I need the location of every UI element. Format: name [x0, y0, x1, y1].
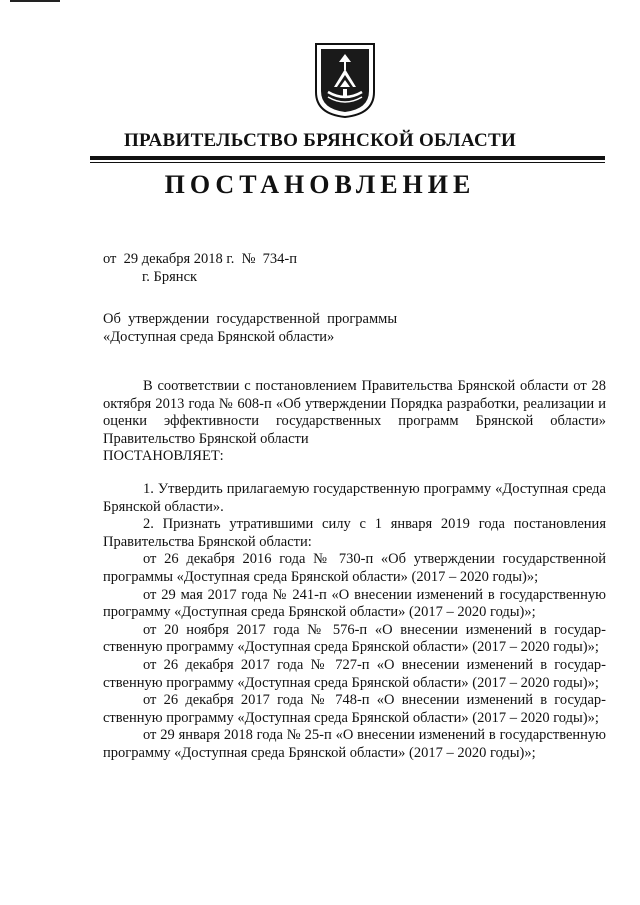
document-body: [103, 378, 606, 762]
government-title: ПРАВИТЕЛЬСТВО БРЯНСКОЙ ОБЛАСТИ: [123, 130, 517, 151]
header-rule-thick: [90, 156, 605, 160]
subject-line-1: Об утверждении государственной программы: [103, 311, 398, 327]
resolves-heading: ПОСТАНОВЛЯЕТ:: [103, 448, 224, 465]
preamble-paragraph: В соответствии с постановлением Правительства Брянской области от 28 октября 2013 года № 608-п «Об утверждении Порядка разработки, реализации и оценки эффективности государственных программ Брянской области» Правительство Брянской области: [103, 378, 606, 447]
document-date-number: от 29 декабря 2018 г. № 734-п: [103, 251, 298, 267]
clause-2: 2. Признать утратившими силу с 1 января 2019 года постановления Правительства Брянской области:: [103, 516, 606, 550]
coat-of-arms-icon: [314, 42, 376, 119]
coat-of-arms-emblem: [314, 42, 376, 119]
subject-line-2: «Доступная среда Брянской области»: [103, 329, 335, 345]
repealed-item: от 26 декабря 2017 года № 727-п «О внесении изменений в государственную программу «Доступная среда Брянской области» (2017 – 2020 годы)»;: [103, 656, 606, 691]
repealed-item: от 26 декабря 2017 года № 748-п «О внесении изменений в государственную программу «Доступная среда Брянской области» (2017 – 2020 годы)»;: [103, 692, 606, 726]
document-type-title: ПОСТАНОВЛЕНИЕ: [164, 170, 476, 199]
document-city: г. Брянск: [142, 269, 198, 285]
header-rule-thin: [90, 162, 605, 163]
repealed-item: от 29 мая 2017 года № 241-п «О внесении изменений в государственную программу «Доступная среда Брянской области» (2017 – 2020 годы)»;: [103, 586, 606, 621]
repealed-item: от 26 декабря 2016 года № 730-п «Об утверждении государственной программы «Доступная среда Брянской области» (2017 – 2020 годы)»;: [103, 551, 606, 585]
scan-edge-mark: [10, 0, 60, 2]
repealed-item: от 20 ноября 2017 года № 576-п «О внесении изменений в государственную программу «Доступная среда Брянской области» (2017 – 2020 годы)»;: [103, 621, 606, 656]
clause-1: 1. Утвердить прилагаемую государственную программу «Доступная среда Брянской области».: [103, 480, 606, 515]
repealed-item: от 29 января 2018 года № 25-п «О внесении изменений в государственную программу «Доступная среда Брянской области» (2017 – 2020 годы)»;: [103, 727, 606, 761]
document-subject: [103, 310, 397, 346]
